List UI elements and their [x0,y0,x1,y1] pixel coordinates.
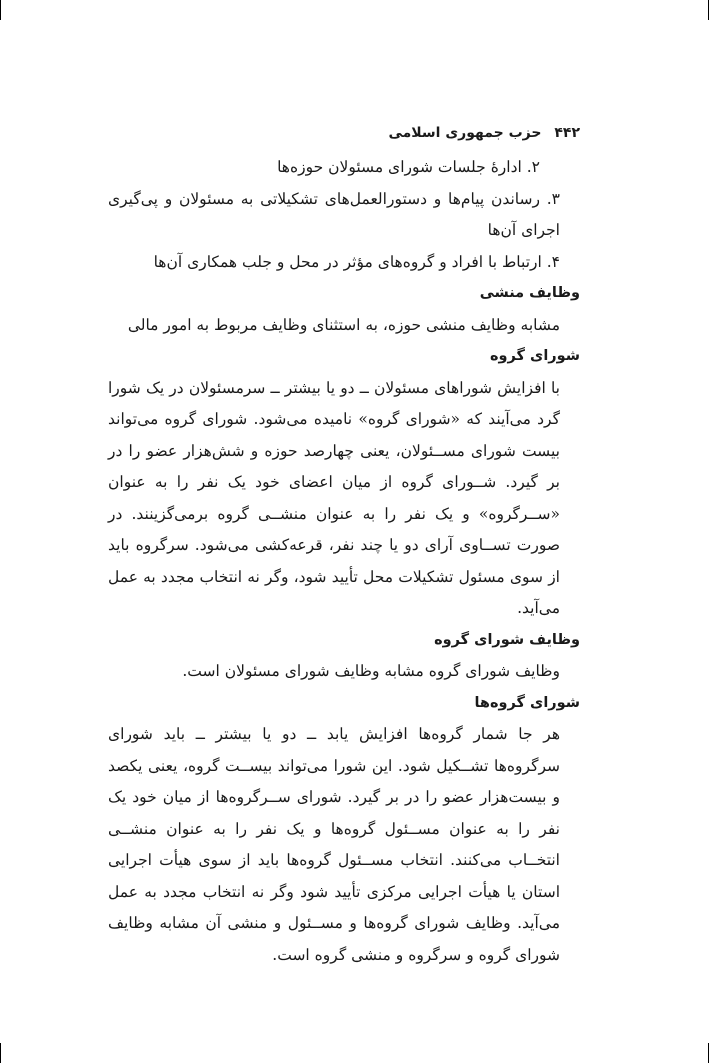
section-paragraph: وظایف شورای گروه مشابه وظایف شورای مسئولان است. [182,662,560,680]
crop-mark-bottom-left [0,1043,1,1063]
list-item: ۴. ارتباط با افراد و گروه‌های مؤثر در محل و جلب همکاری آن‌ها [153,252,560,271]
section-paragraph: هر جا شمار گروه‌ها افزایش یابد ــ دو یا بیشتر ــ باید شورای سرگروه‌ها تشــکیل شود. این شورا می‌تواند بیســت گروه، یعنی یکصد و بیست‌هزار عضو را در بر گیرد. شورای ســرگروه‌ها از میان خود یک نفر را به عنوان مســئول گروه‌ها و یک نفر را به عنوان منشــی انتخــاب می‌کنند. انتخاب مســئول گروه‌ها باید از سوی هیأت اجرایی استان یا هیأت اجرایی مرکزی تأیید شود وگر نه انتخاب مجدد به عمل می‌آید. وظایف شورای گروه‌ها و مســئول و منشی آن مشابه وظایف شورای گروه و سرگروه و منشی گروه است. [108,725,560,964]
crop-mark-top-left [0,0,1,20]
list-item: ۳. رساندن پیام‌ها و دستورالعمل‌های تشکیلاتی به مسئولان و پی‌گیری اجرای آن‌ها [108,189,560,239]
list-item: ۲. ادارهٔ جلسات شورای مسئولان حوزه‌ها [277,158,540,176]
section-heading: شورای گروه‌ها [474,694,580,711]
section-paragraph: مشابه وظایف منشی حوزه، به استثنای وظایف مربوط به امور مالی [127,315,560,334]
section-heading: وظایف شورای گروه [434,631,580,648]
section-paragraph: با افزایش شوراهای مسئولان ــ دو یا بیشتر ــ سرمسئولان در یک شورا گرد می‌آیند که «شورای گروه» نامیده می‌شود. شورای گروه می‌تواند بیست شورای مســئولان، یعنی چهارصد حوزه و شش‌هزار عضو را در بر گیرد. شــورای گروه از میان اعضای خود یک نفر را به عنوان «ســرگروه» و یک نفر را به عنوان منشــی گروه برمی‌گزینند. در صورت تســاوی آرای دو یا چند نفر، قرعه‌کشی می‌شود. سرگروه باید از سوی مسئول تشکیلات محل تأیید شود، وگر نه انتخاب مجدد به عمل می‌آید. [108,378,560,617]
running-header [108,118,580,152]
book-title: حزب جمهوری اسلامی [388,125,542,141]
page-number: ۴۴۲ [554,125,580,141]
book-page [108,118,580,971]
section-heading: وظایف منشی [479,285,580,301]
section-heading: شورای گروه [489,348,580,364]
